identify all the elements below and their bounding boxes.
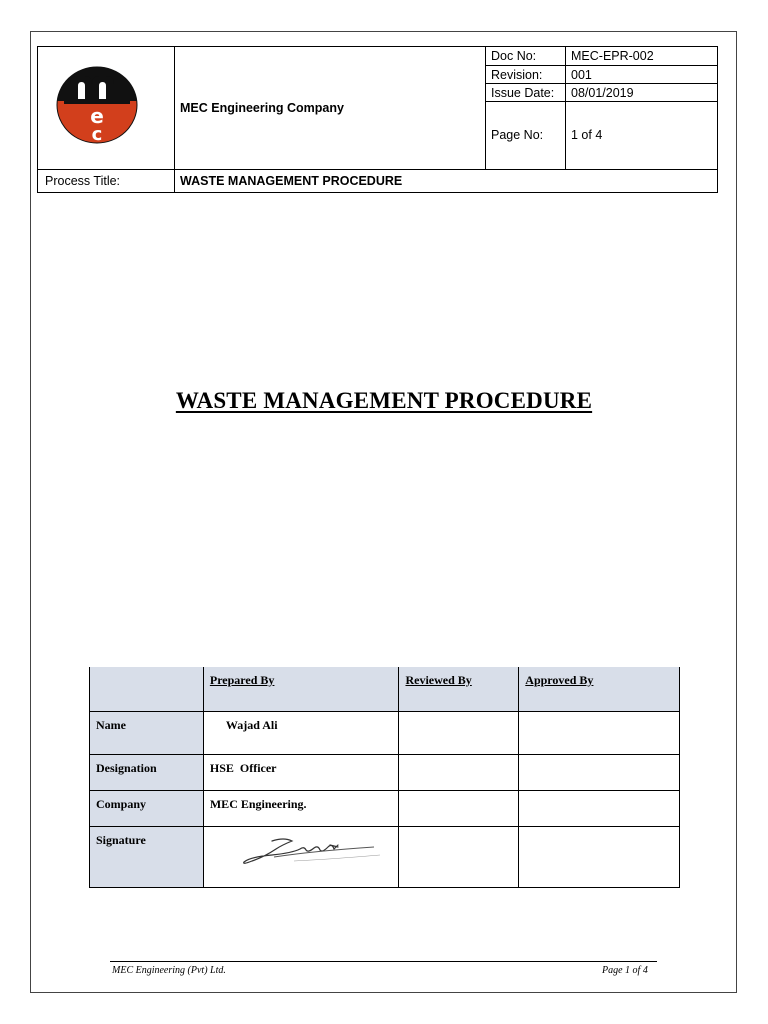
row-label-name: Name: [90, 711, 204, 754]
table-row: [90, 754, 680, 790]
approval-table: [89, 667, 680, 888]
signature-image: [234, 835, 384, 871]
issue-date-value: 08/01/2019: [571, 86, 634, 100]
prepared-signature: [203, 826, 399, 887]
doc-no-value: MEC-EPR-002: [571, 49, 654, 63]
footer-page-number: Page 1 of 4: [602, 965, 648, 976]
footer-company: MEC Engineering (Pvt) Ltd.: [112, 965, 226, 976]
approved-company: [519, 790, 680, 826]
approved-name: [519, 711, 680, 754]
approved-designation: [519, 754, 680, 790]
revision-label: Revision:: [491, 68, 543, 82]
doc-no-label: Doc No:: [491, 49, 537, 63]
row-label-company: Company: [90, 790, 204, 826]
approval-header-row: [90, 667, 680, 711]
company-name: MEC Engineering Company: [180, 101, 344, 115]
footer-rule: [110, 961, 657, 962]
revision-value: 001: [571, 68, 592, 82]
prepared-company: MEC Engineering.: [203, 790, 399, 826]
column-header-approved: Approved By: [519, 667, 680, 711]
approval-corner-cell: [90, 667, 204, 711]
svg-text:c: c: [91, 124, 103, 144]
table-row: [90, 790, 680, 826]
column-header-reviewed: Reviewed By: [399, 667, 519, 711]
reviewed-company: [399, 790, 519, 826]
mec-logo: [56, 66, 138, 144]
row-label-designation: Designation: [90, 754, 204, 790]
reviewed-name: [399, 711, 519, 754]
page-no-label: Page No:: [491, 128, 544, 142]
table-row: [90, 711, 680, 754]
reviewed-signature: [399, 826, 519, 887]
table-row: [90, 826, 680, 887]
prepared-name: Wajad Ali: [203, 711, 399, 754]
row-label-signature: Signature: [90, 826, 204, 887]
process-title-value: WASTE MANAGEMENT PROCEDURE: [180, 174, 403, 188]
reviewed-designation: [399, 754, 519, 790]
process-title-label: Process Title:: [45, 174, 121, 188]
page-no-value: 1 of 4: [571, 128, 603, 142]
approved-signature: [519, 826, 680, 887]
svg-text:e: e: [90, 104, 104, 128]
column-header-prepared: Prepared By: [203, 667, 399, 711]
document-title-text: WASTE MANAGEMENT PROCEDURE: [175, 388, 593, 413]
issue-date-label: Issue Date:: [491, 86, 555, 100]
document-title: [0, 388, 768, 414]
prepared-designation: HSE Officer: [203, 754, 399, 790]
